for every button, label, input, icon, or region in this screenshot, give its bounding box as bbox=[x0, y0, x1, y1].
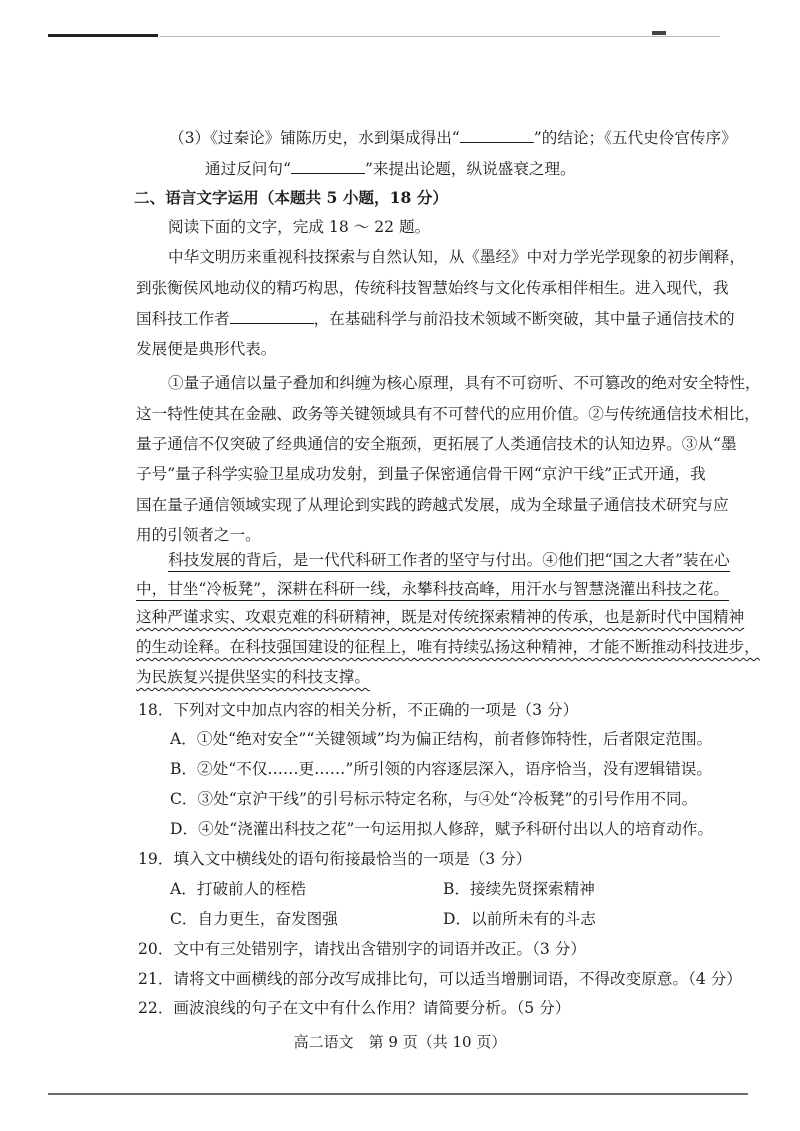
passage-line: ①量子通信以量子叠加和纠缠为核心原理，具有不可窃听、不可篡改的绝对安全特性， bbox=[168, 374, 761, 392]
passage-line-underlined bbox=[136, 578, 729, 600]
q3-text-c: 通过反问句“ bbox=[205, 160, 291, 178]
answer-blank bbox=[291, 158, 365, 174]
question-18-option-a: A．①处“绝对安全”“关键领域”均为偏正结构，前者修饰特性，后者限定范围。 bbox=[170, 730, 713, 748]
q3-text-d: ”来提出论题，纵说盛衰之理。 bbox=[364, 160, 576, 178]
question-19-option-c: C．自力更生，奋发图强 bbox=[170, 910, 338, 928]
passage-line: 到张衡侯风地动仪的精巧构思，传统科技智慧始终与文化传承相伴相生。进入现代，我 bbox=[136, 279, 729, 297]
underlined-text: 科技发展的背后，是一代代科研工作者的坚守与付出。④他们把“国之大者”装在心 bbox=[168, 551, 730, 572]
wavy-underlined-text: 为民族复兴提供坚实的科技支撑。 bbox=[136, 668, 370, 686]
question-18-option-b: B．②处“不仅……更……”所引领的内容逐层深入，语序恰当，没有逻辑错误。 bbox=[170, 760, 712, 778]
question-19-option-d: D．以前所未有的斗志 bbox=[443, 910, 596, 928]
underlined-text: 中，甘坐“冷板凳”，深耕在科研一线，永攀科技高峰，用汗水与智慧浇灌出科技之花。 bbox=[136, 580, 729, 601]
page-footer: 高二语文 第 9 页（共 10 页） bbox=[293, 1033, 507, 1051]
passage-line-wavy bbox=[136, 606, 744, 628]
question-18-stem: 18．下列对文中加点内容的相关分析，不正确的一项是（3 分） bbox=[138, 701, 579, 719]
wavy-underlined-text: 的生动诠释。在科技强国建设的征程上，唯有持续弘扬这种精神，才能不断推动科技进步， bbox=[136, 638, 760, 656]
q3-line-1 bbox=[169, 127, 737, 149]
wavy-underlined-text: 这种严谨求实、攻艰克难的科研精神，既是对传统探索精神的传承，也是新时代中国精神 bbox=[136, 608, 745, 626]
q3-text-b: ”的结论；《五代史伶官传序》 bbox=[533, 129, 737, 147]
question-19-stem: 19．填入文中横线处的语句衔接最恰当的一项是（3 分） bbox=[138, 850, 532, 868]
passage-line: 中华文明历来重视科技探索与自然认知，从《墨经》中对力学光学现象的初步阐释， bbox=[168, 248, 745, 266]
question-18-option-d: D．④处“浇灌出科技之花”一句运用拟人修辞，赋予科研付出以人的培育动作。 bbox=[170, 820, 714, 838]
answer-blank bbox=[460, 127, 534, 143]
question-22: 22．画波浪线的句子在文中有什么作用？请简要分析。（5 分） bbox=[138, 999, 571, 1017]
question-21: 21．请将文中画横线的部分改写成排比句，可以适当增删词语，不得改变原意。（4 分） bbox=[138, 970, 742, 988]
q3-line-2 bbox=[205, 158, 576, 180]
passage-line: 这一特性使其在金融、政务等关键领域具有不可替代的应用价值。②与传统通信技术相比， bbox=[136, 405, 760, 423]
passage-line bbox=[136, 308, 735, 330]
passage-line: 发展便是典形代表。 bbox=[136, 340, 277, 358]
instruction: 阅读下面的文字，完成 18 ～ 22 题。 bbox=[168, 218, 431, 236]
passage-text: 国科技工作者 bbox=[136, 310, 230, 328]
scan-edge-mark bbox=[48, 34, 158, 37]
passage-line-wavy bbox=[136, 666, 370, 688]
scan-corner-mark bbox=[652, 31, 666, 35]
answer-blank bbox=[230, 308, 314, 324]
passage-line: 量子通信不仅突破了经典通信的安全瓶颈，更拓展了人类通信技术的认知边界。③从“墨 bbox=[136, 435, 737, 453]
section-heading: 二、语言文字运用（本题共 5 小题，18 分） bbox=[134, 188, 448, 207]
q3-text-a: （3）《过秦论》铺陈历史，水到渠成得出“ bbox=[169, 129, 460, 147]
scan-edge-line-bottom bbox=[48, 1093, 748, 1095]
question-19-option-a: A．打破前人的桎梏 bbox=[170, 880, 307, 898]
passage-line: 国在量子通信领域实现了从理论到实践的跨越式发展，成为全球量子通信技术研究与应 bbox=[136, 496, 729, 514]
scan-edge-line bbox=[160, 36, 720, 37]
question-18-option-c: C．③处“京沪干线”的引号标示特定名称，与④处“冷板凳”的引号作用不同。 bbox=[170, 790, 698, 808]
question-20: 20．文中有三处错别字，请找出含错别字的词语并改正。（3 分） bbox=[138, 940, 586, 958]
passage-line: 用的引领者之一。 bbox=[136, 526, 261, 544]
passage-text: ，在基础科学与前沿技术领域不断突破，其中量子通信技术的 bbox=[313, 310, 735, 328]
question-19-option-b: B．接续先贤探索精神 bbox=[443, 880, 595, 898]
passage-line-wavy bbox=[136, 636, 760, 658]
passage-line-underlined bbox=[168, 549, 730, 571]
passage-line: 子号”量子科学实验卫星成功发射，到量子保密通信骨干网“京沪干线”正式开通，我 bbox=[136, 465, 706, 483]
